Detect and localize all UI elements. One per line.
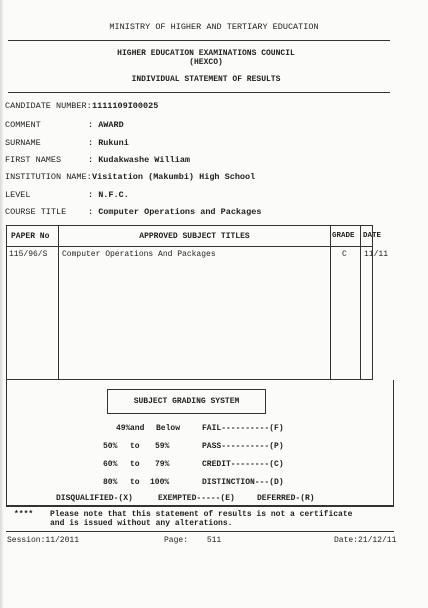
note-rule-bottom <box>6 531 394 532</box>
course-title-label: COURSE TITLE <box>5 207 67 217</box>
table-col-divider-2 <box>330 225 331 380</box>
session-value: 11/2011 <box>45 536 80 545</box>
grade-band-d-to: 100% <box>150 478 170 487</box>
grade-band-p-joiner: to <box>130 442 140 451</box>
grade-disqualified: DISQUALIFIED-(X) <box>56 494 133 503</box>
grading-title: SUBJECT GRADING SYSTEM <box>133 397 240 406</box>
row-grade: C <box>342 250 347 259</box>
footer-session <box>7 536 79 545</box>
council-abbr: (HEXCO) <box>189 58 223 67</box>
comment-value: : AWARD <box>88 120 124 130</box>
level-label: LEVEL <box>5 190 31 200</box>
table-header-rule <box>6 246 373 247</box>
surname-value: : Rukuni <box>88 138 129 148</box>
col-header-paper: PAPER No <box>11 232 50 241</box>
note-stars: **** <box>14 510 34 519</box>
table-col-divider-3 <box>360 225 361 380</box>
ministry-title: MINISTRY OF HIGHER AND TERTIARY EDUCATION <box>109 22 319 32</box>
table-col-divider-1 <box>58 225 59 380</box>
page-value: 511 <box>206 536 222 545</box>
note-line-1: Please note that this statement of results is not a certificate <box>50 510 353 519</box>
first-names-value: : Kudakwashe William <box>88 155 191 165</box>
note-line-2: and is issued without any alterations. <box>50 519 233 528</box>
note-rule-top <box>6 506 394 507</box>
candidate-number-value: 1111109I00025 <box>92 101 159 111</box>
grade-band-d-label: DISTINCTION---(D) <box>202 478 284 487</box>
grade-band-p-to: 59% <box>155 442 170 451</box>
first-names-label: FIRST NAMES <box>5 155 62 165</box>
row-paper: 115/96/S <box>9 250 48 259</box>
date-label: Date: <box>334 536 359 545</box>
grade-band-p-label: PASS----------(P) <box>202 442 284 451</box>
col-header-date: DATE <box>363 232 382 240</box>
results-table <box>6 225 373 380</box>
grade-band-c-joiner: to <box>130 460 140 469</box>
row-date: 11/11 <box>364 250 389 259</box>
grade-band-d-from: 80% <box>103 478 118 487</box>
grade-band-d-joiner: to <box>130 478 140 487</box>
grade-deferred: DEFERRED-(R) <box>257 494 315 503</box>
page-label: Page: <box>164 536 189 545</box>
session-label: Session: <box>7 536 46 545</box>
col-header-title: APPROVED SUBJECT TITLES <box>139 232 250 241</box>
institution-label: INSTITUTION NAME: <box>5 172 92 182</box>
candidate-number-label: CANDIDATE NUMBER: <box>5 101 92 111</box>
header-rule-top <box>8 40 390 41</box>
comment-label: COMMENT <box>5 120 41 130</box>
row-title: Computer Operations And Packages <box>62 250 216 259</box>
grade-band-f-label: FAIL----------(F) <box>202 424 284 433</box>
level-value: : N.F.C. <box>88 190 129 200</box>
header-rule-bottom <box>8 92 390 93</box>
statement-title: INDIVIDUAL STATEMENT OF RESULTS <box>131 75 281 84</box>
grade-band-c-from: 60% <box>103 460 118 469</box>
grade-band-c-label: CREDIT--------(C) <box>202 460 284 469</box>
footer-page <box>164 536 221 545</box>
course-title-value: : Computer Operations and Packages <box>88 207 262 217</box>
col-header-grade: GRADE <box>332 232 355 240</box>
scan-edge-shadow <box>0 0 4 608</box>
grade-band-f-from: 49% <box>116 424 131 433</box>
grade-band-c-to: 79% <box>155 460 170 469</box>
grade-band-f-joiner: and <box>130 424 145 433</box>
surname-label: SURNAME <box>5 138 41 148</box>
date-value: 21/12/11 <box>358 536 397 545</box>
institution-value: Visitation (Makumbi) High School <box>92 172 256 182</box>
council-title: HIGHER EDUCATION EXAMINATIONS COUNCIL <box>117 49 295 58</box>
footer-date <box>334 536 396 545</box>
grade-band-f-to: Below <box>156 424 181 433</box>
grade-band-p-from: 50% <box>103 442 118 451</box>
grade-exempted: EXEMPTED-----(E) <box>158 494 235 503</box>
